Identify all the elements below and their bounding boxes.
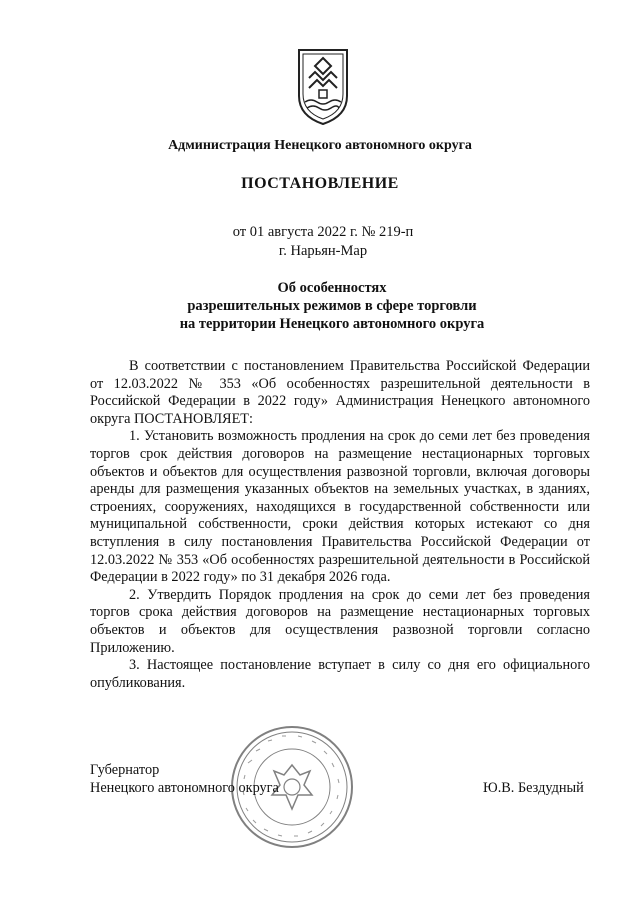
document-type: ПОСТАНОВЛЕНИЕ — [241, 175, 399, 192]
title-line-2: разрешительных режимов в сфере торговли — [187, 298, 477, 314]
signatory-position — [90, 761, 279, 797]
title-line-3: на территории Ненецкого автономного округа — [179, 316, 485, 332]
nenets-coat-of-arms-icon — [297, 48, 349, 126]
body-item-3: 3. Настоящее постановление вступает в силу со дня его официального опубликования. — [90, 657, 590, 691]
title-line-1: Об особенностях — [277, 280, 387, 296]
document-title — [22, 279, 640, 333]
position-line-2: Ненецкого автономного округа — [90, 780, 279, 796]
position-line-1: Губернатор — [90, 762, 160, 778]
body-item-2: 2. Утвердить Порядок продления на срок до семи лет без проведения торгов срока действия договоров на размещение нестационарных торговых объектов и объектов для осуществления развозной торговли согласно Приложению. — [90, 586, 590, 656]
organization-name: Администрация Ненецкого автономного округа — [168, 138, 472, 153]
city: г. Нарьян-Мар — [278, 243, 368, 259]
body-item-1: 1. Установить возможность продления на срок до семи лет без проведения торгов срок действия договоров на размещение нестационарных торговых объектов и объектов для осуществления развозной торговли, включая договоры аренды для размещения указанных объектов на земельных участках, в зданиях, строениях, сооружениях, находящихся в государственной собственности или муниципальной собственности, сроки действия которых истекают со дня вступления в силу постановления Правительства Российской Федерации от 12.03.2022 № 353 «Об особенностях разрешительной деятельности в Российской Федерации в 2022 году» по 31 декабря 2026 года. — [90, 428, 590, 586]
body-intro: В соответствии с постановлением Правительства Российской Федерации от 12.03.2022 № 353 «Об особенностях разрешительной деятельности в Российской Федерации в 2022 году» Администрация Ненецкого автономного округа ПОСТАНОВЛЯЕТ: — [90, 358, 590, 427]
date-line: от 01 августа 2022 г. № 219-п — [232, 224, 414, 240]
date-block — [83, 223, 563, 261]
signatory-name: Ю.В. Бездудный — [483, 780, 584, 796]
document-body — [90, 358, 590, 692]
